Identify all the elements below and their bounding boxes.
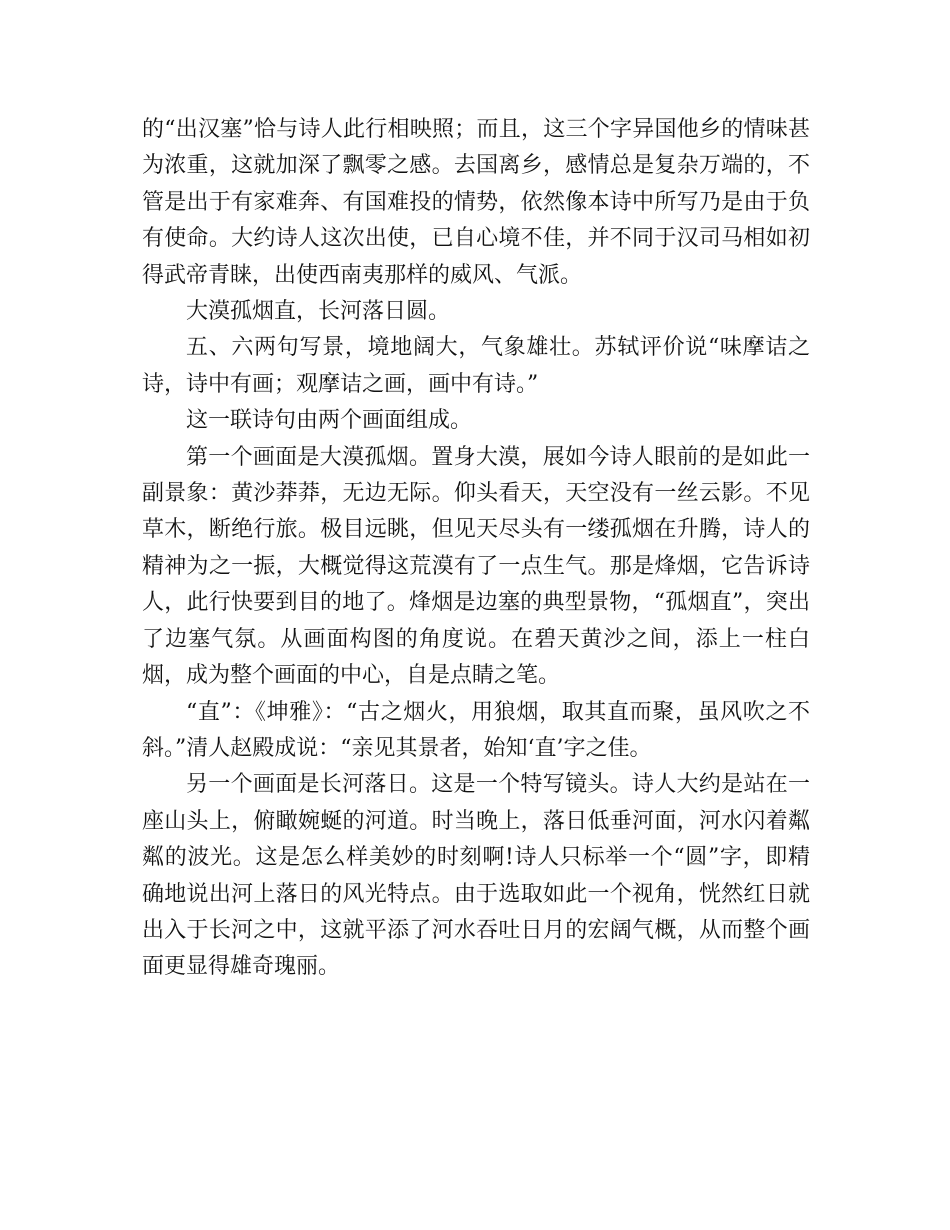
paragraph-3: 五、六两句写景，境地阔大，气象雄壮。苏轼评价说“味摩诘之诗，诗中有画；观摩诘之画，画中有诗。” xyxy=(142,335,810,397)
paragraph-6: “直”：《坤雅》：“古之烟火，用狼烟，取其直而聚，虽风吹之不斜。”清人赵殿成说：“亲见其景者，始知‘直’字之佳。 xyxy=(142,699,810,761)
paragraph-4: 这一联诗句由两个画面组成。 xyxy=(186,408,473,434)
paragraph-5: 第一个画面是大漠孤烟。置身大漠，展如今诗人眼前的是如此一副景象：黄沙莽莽，无边无际。仰头看天，天空没有一丝云影。不见草木，断绝行旅。极目远眺，但见天尽头有一缕孤烟在升腾，诗人的精神为之一振，大概觉得这荒漠有了一点生气。那是烽烟，它告诉诗人，此行快要到目的地了。烽烟是边塞的典型景物，“孤烟直”，突出了边塞气氛。从画面构图的角度说。在碧天黄沙之间，添上一柱白烟，成为整个画面的中心，自是点睛之笔。 xyxy=(142,444,810,689)
paragraph-1: 的“出汉塞”恰与诗人此行相映照；而且，这三个字异国他乡的情味甚为浓重，这就加深了飘零之感。去国离乡，感情总是复杂万端的，不管是出于有家难奔、有国难投的情势，依然像本诗中所写乃是由于负有使命。大约诗人这次出使，已自心境不佳，并不同于汉司马相如初得武帝青睐，出使西南夷那样的威风、气派。 xyxy=(142,117,810,288)
document-body xyxy=(142,112,810,986)
paragraph-7: 另一个画面是长河落日。这是一个特写镜头。诗人大约是站在一座山头上，俯瞰婉蜒的河道。时当晚上，落日低垂河面，河水闪着粼粼的波光。这是怎么样美妙的时刻啊!诗人只标举一个“圆”字，即精确地说出河上落日的风光特点。由于选取如此一个视角，恍然红日就出入于长河之中，这就平添了河水吞吐日月的宏阔气概，从而整个画面更显得雄奇瑰丽。 xyxy=(142,772,810,980)
paragraph-2-poem-line: 大漠孤烟直，长河落日圆。 xyxy=(186,299,451,325)
